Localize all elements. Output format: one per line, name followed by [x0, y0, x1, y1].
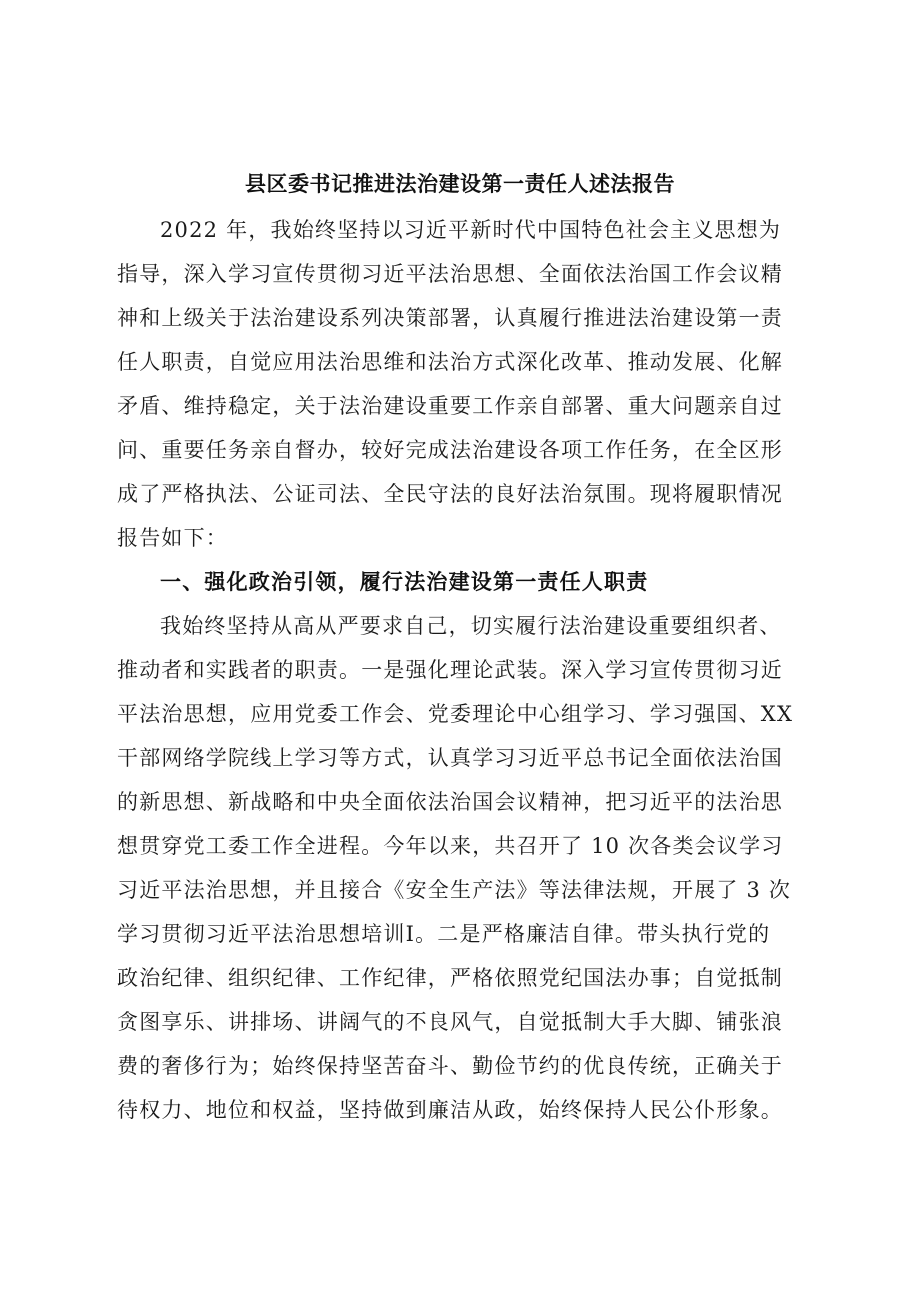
- intro-line-6: 问、重要任务亲自督办，较好完成法治建设各项工作任务，在全区形: [117, 438, 783, 462]
- intro-line-2: 指导，深入学习宣传贯彻习近平法治思想、全面依法治国工作会议精: [117, 262, 783, 286]
- section-1-line-3: 平法治思想，应用党委工作会、党委理论中心组学习、学习强国、XX: [117, 702, 794, 726]
- section-1-line-4: 干部网络学院线上学习等方式，认真学习习近平总书记全面依法治国: [117, 746, 783, 770]
- intro-line-8: 报告如下：: [117, 526, 228, 550]
- intro-line-7: 成了严格执法、公证司法、全民守法的良好法治氛围。现将履职情况: [117, 482, 783, 506]
- section-1-line-2: 推动者和实践者的职责。一是强化理论武装。深入学习宣传贯彻习近: [117, 658, 783, 682]
- intro-line-3: 神和上级关于法治建设系列决策部署，认真履行推进法治建设第一责: [117, 306, 783, 330]
- section-1-line-10: 贪图享乐、讲排场、讲阔气的不良风气，自觉抵制大手大脚、铺张浪: [117, 1010, 783, 1034]
- section-1-line-9: 政治纪律、组织纪律、工作纪律，严格依照党纪国法办事；自觉抵制: [117, 966, 783, 990]
- section-1-heading: 一、强化政治引领，履行法治建设第一责任人职责: [160, 570, 649, 594]
- section-1-line-5: 的新思想、新战略和中央全面依法治国会议精神，把习近平的法治思: [117, 790, 783, 814]
- section-1-line-12: 待权力、地位和权益，坚持做到廉洁从政，始终保持人民公仆形象。: [117, 1098, 783, 1122]
- section-1-line-7: 习近平法治思想，并且接合《安全生产法》等法律法规，开展了 3 次: [117, 878, 792, 902]
- intro-line-5: 矛盾、维持稳定，关于法治建设重要工作亲自部署、重大问题亲自过: [117, 394, 783, 418]
- document-title: 县区委书记推进法治建设第一责任人述法报告: [245, 172, 675, 196]
- section-1-line-1: 我始终坚持从高从严要求自己，切实履行法治建设重要组织者、: [160, 614, 782, 638]
- intro-line-1: 2022 年，我始终坚持以习近平新时代中国特色社会主义思想为: [160, 218, 782, 242]
- section-1-line-6: 想贯穿党工委工作全进程。今年以来，共召开了 10 次各类会议学习: [117, 834, 784, 858]
- section-1-line-8: 学习贯彻习近平法治思想培训Ⅰ。二是严格廉洁自律。带头执行党的: [117, 922, 771, 946]
- intro-line-4: 任人职责，自觉应用法治思维和法治方式深化改革、推动发展、化解: [117, 350, 783, 374]
- section-1-line-11: 费的奢侈行为；始终保持坚苦奋斗、勤俭节约的优良传统，正确关于: [117, 1054, 783, 1078]
